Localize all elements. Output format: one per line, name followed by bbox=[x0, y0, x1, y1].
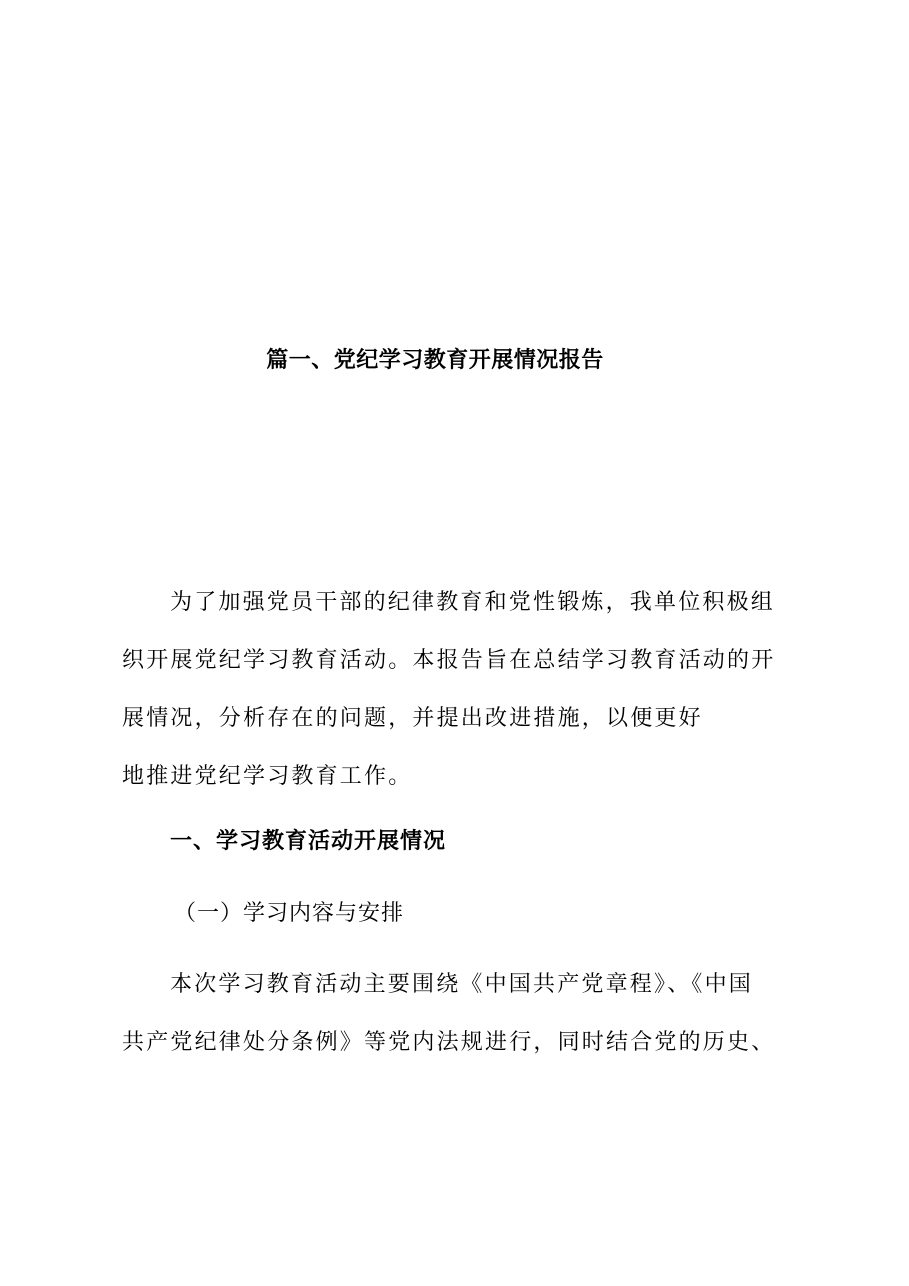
section-heading: 一、学习教育活动开展情况 bbox=[170, 829, 447, 854]
paragraph-line: 为了加强党员干部的纪律教育和党性锻炼，我单位积极组 bbox=[170, 590, 776, 615]
document-title: 篇一、党纪学习教育开展情况报告 bbox=[266, 348, 604, 373]
subsection-heading: （一）学习内容与安排 bbox=[174, 901, 405, 926]
paragraph-line: 织开展党纪学习教育活动。本报告旨在总结学习教育活动的开 bbox=[122, 648, 776, 673]
paragraph-line: 地推进党纪学习教育工作。 bbox=[122, 764, 413, 789]
intro-paragraph bbox=[122, 574, 802, 806]
body-paragraph bbox=[122, 956, 802, 1072]
paragraph-line: 展情况，分析存在的问题，并提出改进措施，以便更好 bbox=[122, 706, 703, 731]
paragraph-line: 共产党纪律处分条例》等党内法规进行，同时结合党的历史、 bbox=[122, 1030, 776, 1055]
paragraph-line: 本次学习教育活动主要围绕《中国共产党章程》、《中国 bbox=[170, 972, 754, 997]
